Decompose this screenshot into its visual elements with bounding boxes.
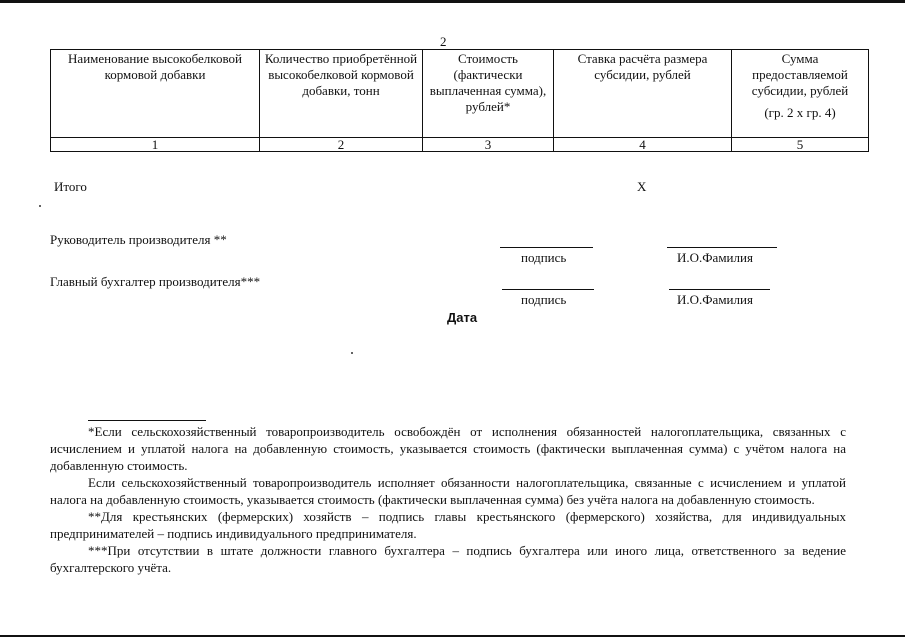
column-header-cost: Стоимость (фактически выплаченная сумма), рублей* <box>423 50 554 138</box>
column-number: 5 <box>732 138 869 152</box>
head-signature-line <box>500 247 593 248</box>
column-number: 2 <box>260 138 423 152</box>
table-header-row <box>51 50 869 138</box>
bottom-border <box>0 635 905 637</box>
footnote-separator <box>88 420 206 421</box>
footnote-farm-head: **Для крестьянских (фермерских) хозяйств – подпись главы крестьянского (фермерского) хозяйства, для индивидуальных предпринимателей – подпись индивидуального предпринимателя. <box>50 509 846 541</box>
footnotes <box>50 423 846 576</box>
accountant-name-line <box>669 289 770 290</box>
page-number: 2 <box>440 34 447 49</box>
scan-speck <box>351 352 353 354</box>
accountant-signature-caption: подпись <box>521 292 567 307</box>
column-number: 1 <box>51 138 260 152</box>
head-signature-caption: подпись <box>521 250 567 265</box>
date-label: Дата <box>447 310 478 325</box>
top-border <box>0 0 905 3</box>
column-header-subsidy <box>732 50 869 138</box>
column-header-rate: Ставка расчёта размера субсидии, рублей <box>554 50 732 138</box>
footnote-accountant: ***При отсутствии в штате должности главного бухгалтера – подпись бухгалтера или иного лица, ответственного за ведение бухгалтерского учёта. <box>50 543 846 575</box>
total-label: Итого <box>54 179 87 194</box>
subsidy-table <box>50 49 869 152</box>
head-name-line <box>667 247 777 248</box>
head-name-caption: И.О.Фамилия <box>677 250 753 265</box>
column-header-name: Наименование высокобелковой кормовой добавки <box>51 50 260 138</box>
footnote-vat-exempt: *Если сельскохозяйственный товаропроизводитель освобождён от исполнения обязанностей налогоплательщика, связанных с исчислением и уплатой налога на добавленную стоимость, указывается стоимость (фактически выплаченная сумма) с учётом налога на добавленную стоимость. <box>50 424 846 473</box>
column-header-subsidy-label: Сумма предоставляемой субсидии, рублей <box>751 51 849 98</box>
accountant-signature-label: Главный бухгалтер производителя*** <box>50 274 261 289</box>
column-number: 3 <box>423 138 554 152</box>
column-header-subsidy-formula: (гр. 2 х гр. 4) <box>764 105 836 120</box>
scan-speck <box>39 205 41 207</box>
footnote-vat-payer: Если сельскохозяйственный товаропроизводитель исполняет обязанности налогоплательщика, связанные с исчислением и уплатой налога на добавленную стоимость, указывается стоимость (фактически выплаченная сумма) без учёта налога на добавленную стоимость. <box>50 475 846 507</box>
head-signature-label: Руководитель производителя ** <box>50 232 227 247</box>
column-number: 4 <box>554 138 732 152</box>
total-x-mark: Х <box>637 179 647 194</box>
column-number-row <box>51 138 869 152</box>
accountant-signature-line <box>502 289 594 290</box>
accountant-name-caption: И.О.Фамилия <box>677 292 753 307</box>
column-header-quantity: Количество приобретённой высокобелковой кормовой добавки, тонн <box>260 50 423 138</box>
